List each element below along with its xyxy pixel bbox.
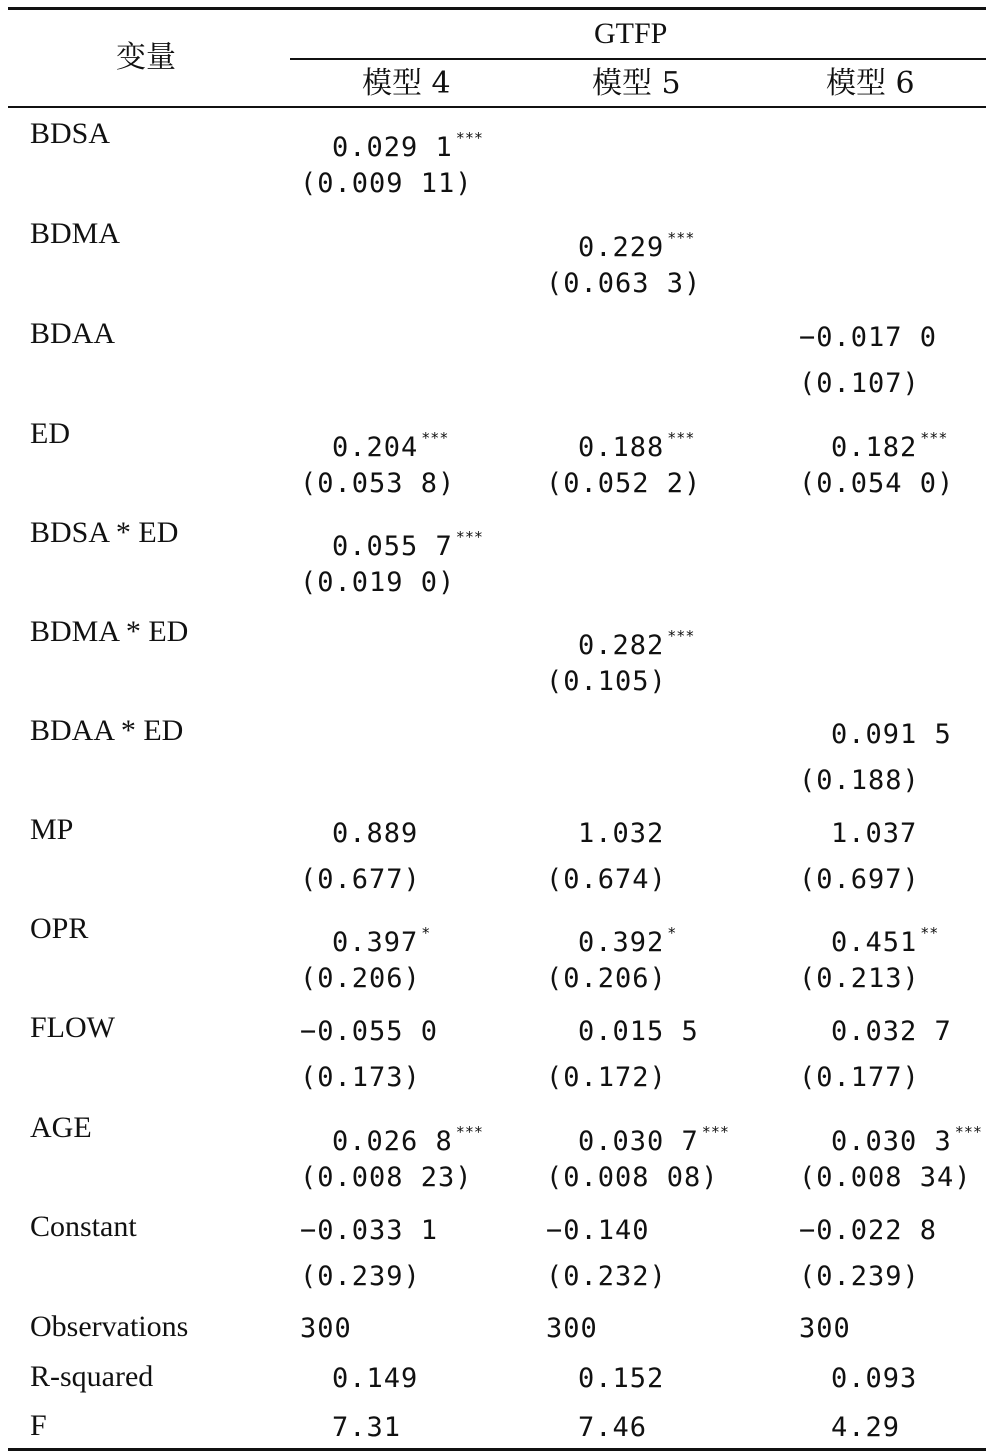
row-label: OPR (30, 912, 89, 945)
significance-stars: *** (954, 1123, 982, 1141)
std-error-cell: (0.697) (799, 864, 920, 895)
coef-cell (300, 1016, 438, 1048)
std-error-cell: (0.009 11) (300, 168, 473, 199)
top-rule (8, 7, 986, 10)
row-label: BDMA (30, 217, 121, 250)
coef-value: 0.091 5 (831, 719, 952, 750)
stat-value: 0.152 (578, 1363, 665, 1394)
coef-cell (332, 818, 418, 850)
std-error-cell: (0.063 3) (546, 268, 702, 299)
row-label: MP (30, 813, 74, 846)
std-error-cell: (0.239) (300, 1261, 421, 1292)
std-error-cell: (0.172) (546, 1062, 667, 1093)
significance-stars: *** (455, 129, 483, 147)
coef-cell (332, 521, 483, 563)
coef-value: 0.392 (578, 927, 665, 958)
coef-cell (831, 818, 917, 850)
significance-stars: *** (920, 429, 948, 447)
coef-cell (578, 1016, 699, 1048)
coef-cell (799, 1215, 937, 1247)
coef-value: 0.889 (332, 818, 419, 849)
coef-cell (578, 917, 676, 959)
stat-label: Observations (30, 1310, 189, 1343)
coef-cell (578, 1116, 729, 1158)
model-5-header: 模型 5 (592, 66, 681, 101)
coef-cell (332, 422, 448, 464)
coef-value: −0.033 1 (300, 1215, 439, 1246)
row-label: BDSA * ED (30, 516, 179, 549)
std-error-cell: (0.206) (300, 963, 421, 994)
row-label: BDMA * ED (30, 615, 189, 648)
coef-cell (546, 1215, 650, 1247)
coef-cell (332, 122, 483, 164)
group-rule (290, 58, 986, 60)
coef-value: 0.015 5 (578, 1016, 699, 1047)
significance-stars: *** (421, 429, 449, 447)
std-error-cell: (0.232) (546, 1261, 667, 1292)
coef-value: 0.029 1 (332, 132, 453, 163)
coef-value: 0.451 (831, 927, 918, 958)
stat-value: 7.31 (332, 1412, 402, 1443)
std-error-cell: (0.008 08) (546, 1162, 719, 1193)
coef-value: 0.055 7 (332, 531, 453, 562)
std-error-cell: (0.213) (799, 963, 920, 994)
std-error-cell: (0.677) (300, 864, 421, 895)
coef-value: 0.282 (578, 630, 665, 661)
coef-value: 0.204 (332, 432, 419, 463)
significance-stars: *** (667, 429, 695, 447)
std-error-cell: (0.674) (546, 864, 667, 895)
std-error-cell: (0.173) (300, 1062, 421, 1093)
stat-value: 300 (546, 1313, 598, 1344)
variable-header: 变量 (116, 40, 176, 75)
std-error-cell: (0.019 0) (300, 567, 456, 598)
stat-value: 4.29 (831, 1412, 901, 1443)
std-error-cell: (0.239) (799, 1261, 920, 1292)
bottom-rule (8, 1448, 986, 1451)
row-label: Constant (30, 1210, 137, 1243)
std-error-cell: (0.188) (799, 765, 920, 796)
header-rule (8, 106, 986, 108)
stat-label: F (30, 1409, 47, 1442)
std-error-cell: (0.054 0) (799, 468, 955, 499)
stat-value: 300 (799, 1313, 851, 1344)
row-label: FLOW (30, 1011, 115, 1044)
coef-value: 0.182 (831, 432, 918, 463)
stat-value: 300 (300, 1313, 352, 1344)
coef-cell (831, 719, 952, 751)
coef-value: 0.397 (332, 927, 419, 958)
significance-stars: *** (667, 229, 695, 247)
coef-value: 0.188 (578, 432, 665, 463)
std-error-cell: (0.105) (546, 666, 667, 697)
stat-label: R-squared (30, 1360, 154, 1393)
coef-value: −0.022 8 (799, 1215, 938, 1246)
std-error-cell: (0.107) (799, 368, 920, 399)
model-4-header: 模型 4 (362, 66, 451, 101)
std-error-cell: (0.008 23) (300, 1162, 473, 1193)
coef-cell (332, 1116, 483, 1158)
stat-value: 0.093 (831, 1363, 918, 1394)
coef-cell (332, 917, 430, 959)
stat-value: 7.46 (578, 1412, 648, 1443)
std-error-cell: (0.008 34) (799, 1162, 972, 1193)
coef-value: 1.037 (831, 818, 918, 849)
coef-cell (578, 620, 694, 662)
std-error-cell: (0.053 8) (300, 468, 456, 499)
group-header: GTFP (594, 17, 668, 50)
row-label: AGE (30, 1111, 92, 1144)
coef-cell (578, 818, 664, 850)
row-label: BDSA (30, 117, 111, 150)
std-error-cell: (0.177) (799, 1062, 920, 1093)
coef-value: −0.055 0 (300, 1016, 439, 1047)
coef-cell (578, 222, 694, 264)
coef-value: 0.032 7 (831, 1016, 952, 1047)
coef-value: 1.032 (578, 818, 665, 849)
model-6-header: 模型 6 (826, 66, 915, 101)
coef-cell (831, 917, 938, 959)
coef-cell (300, 1215, 438, 1247)
row-label: ED (30, 417, 70, 450)
stat-value: 0.149 (332, 1363, 419, 1394)
coef-value: 0.030 7 (578, 1126, 699, 1157)
significance-stars: *** (701, 1123, 729, 1141)
coef-value: −0.017 0 (799, 322, 938, 353)
coef-cell (831, 422, 947, 464)
row-label: BDAA (30, 317, 116, 350)
coef-cell (578, 422, 694, 464)
significance-stars: * (421, 924, 431, 942)
coef-cell (799, 322, 937, 354)
std-error-cell: (0.206) (546, 963, 667, 994)
row-label: BDAA * ED (30, 714, 184, 747)
coef-value: 0.229 (578, 232, 665, 263)
coef-cell (831, 1016, 952, 1048)
significance-stars: *** (455, 1123, 483, 1141)
coef-cell (831, 1116, 982, 1158)
std-error-cell: (0.052 2) (546, 468, 702, 499)
coef-value: 0.026 8 (332, 1126, 453, 1157)
coef-value: −0.140 (546, 1215, 650, 1246)
significance-stars: ** (920, 924, 939, 942)
significance-stars: *** (667, 627, 695, 645)
coef-value: 0.030 3 (831, 1126, 952, 1157)
significance-stars: *** (455, 528, 483, 546)
significance-stars: * (667, 924, 677, 942)
